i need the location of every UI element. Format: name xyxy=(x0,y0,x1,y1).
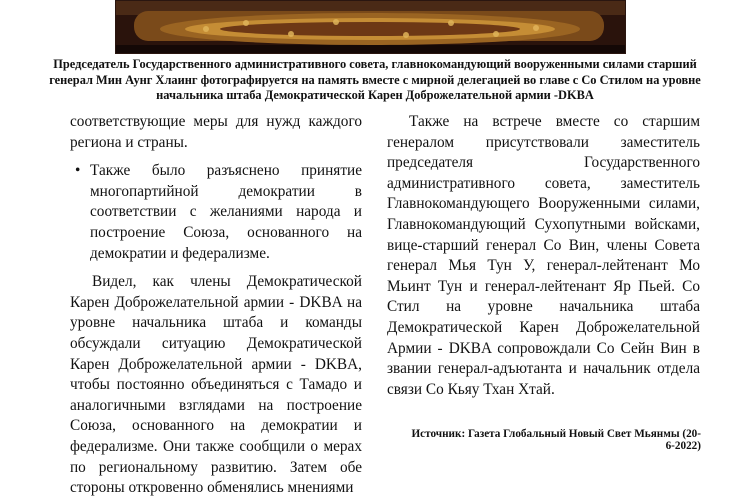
bullet-icon: • xyxy=(75,162,81,180)
photo-caption: Председатель Государственного административного совета, главнокомандующий вооруженными силами старший генерал Мин Аунг Хлаинг фотографируется на память вместе с мирной делегацией во главе с Со Стилом на уровне начальника штаба Демократической Карен Доброжелательной армии -DKBA xyxy=(49,57,701,102)
meeting-photo xyxy=(115,0,626,54)
paragraph: Также на встрече вместе со старшим генералом присутствовали заместитель председателя Государственного административного совета, заместитель Главнокомандующего Вооруженными силами, Главнокомандующий Сухопутными войсками, вице-старший генерал Со Вин, члены Совета генерал Мья Тун У, генерал-лейтенант Мо Мьинт Тун и генерал-лейтенант Яр Пьей. Со Стил на уровне начальника штаба Демократической Карен Доброжелательной Армии - DKBA сопровождали Со Сейн Вин в звании генерал-адъютанта и начальник отдела связи Со Кьяу Тхан Хтай. xyxy=(387,113,700,398)
paragraph: Видел, как члены Демократической Карен Доброжелательной армии - DKBA на уровне начальника штаба и команды обсуждали ситуацию Демократической Карен Доброжелательной армии - DKBA, чтобы постоянно объединяться с Тамадо и аналогичными взглядами на построение Союза, основанного на демократии и федерализме. Они также сообщили о мерах по региональному развитию. Затем обе стороны откровенно обменялись мнениями xyxy=(70,273,362,497)
paragraph: соответствующие меры для нужд каждого региона и страны. xyxy=(70,113,362,151)
photo-scene xyxy=(116,1,625,53)
bullet-item xyxy=(70,161,362,264)
right-column xyxy=(387,112,700,400)
source-note: Источник: Газета Глобальный Новый Свет Мьянмы (20-6-2022) xyxy=(411,428,701,452)
left-column xyxy=(70,112,362,499)
bullet-text: Также было разъяснено принятие многопартийной демократии в соответствии с желаниями народа и построение Союза, основанного на демократии и федерализме. xyxy=(90,162,362,262)
